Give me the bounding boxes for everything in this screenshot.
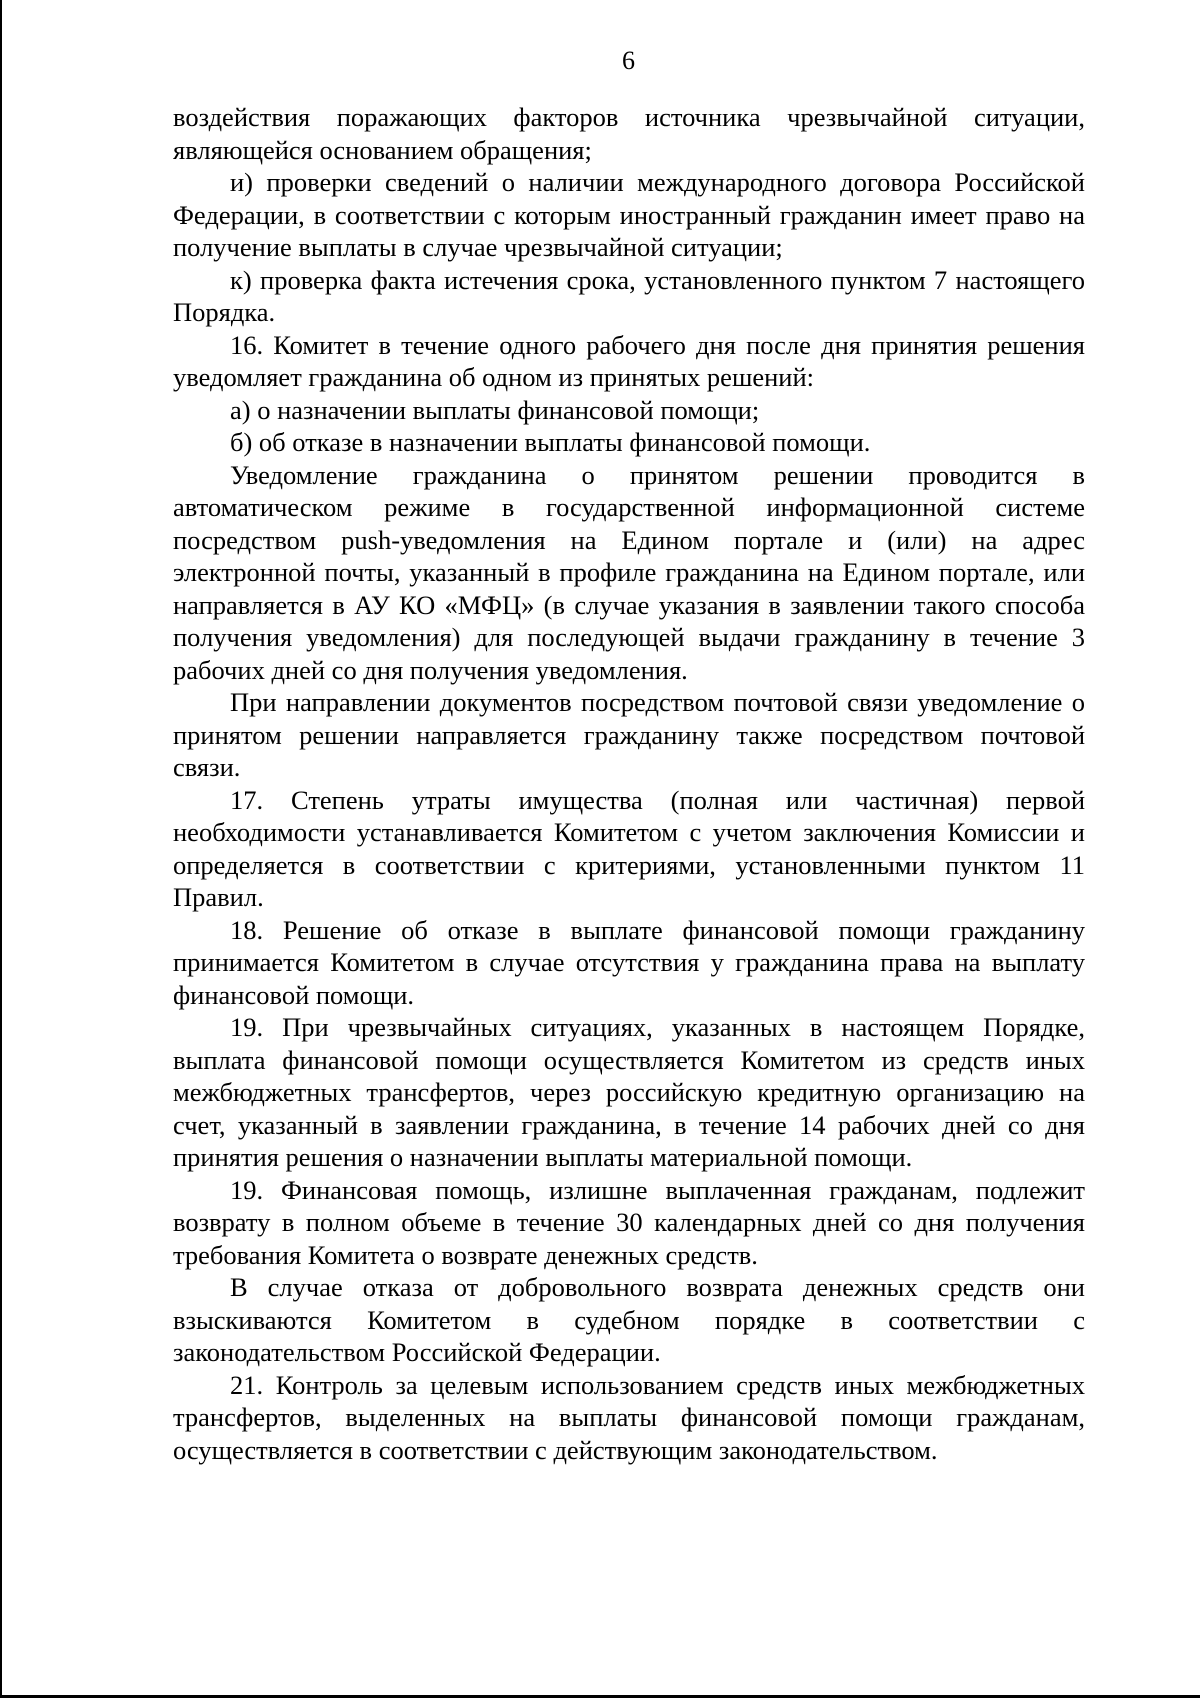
page-number: 6 [622,46,635,75]
paragraph-item-k: к) проверка факта истечения срока, установленного пунктом 7 настоящего Порядка. [173,264,1085,327]
paragraph-clause-21: 21. Контроль за целевым использованием средств иных межбюджетных трансфертов, выделенных на выплаты финансовой помощи гражданам, осуществляется в соответствии с действующим законодательством. [173,1369,1085,1465]
paragraph-postal: При направлении документов посредством почтовой связи уведомление о принятом решении направляется гражданину также посредством почтовой связи. [173,687,1085,782]
paragraph-refusal: В случае отказа от добровольного возврата денежных средств они взыскиваются Комитетом в судебном порядке в соответствии с законодательством Российской Федерации. [173,1272,1085,1367]
paragraph-item-a: а) о назначении выплаты финансовой помощи; [230,394,760,425]
paragraph-continuation: воздействия поражающих факторов источника чрезвычайной ситуации, являющейся основанием обращения; [173,102,1085,165]
paragraph-clause-19-payment: 19. При чрезвычайных ситуациях, указанных в настоящем Порядке, выплата финансовой помощи осуществляется Комитетом из средств иных межбюджетных трансфертов, через российскую кредитную организацию на счет, указанный в заявлении гражданина, в течение 14 рабочих дней со дня принятия решения о назначении выплаты материальной помощи. [173,1012,1085,1172]
paragraph-notification: Уведомление гражданина о принятом решении проводится в автоматическом режиме в государственной информационной системе посредством push-уведомления на Едином портале и (или) на адрес электронной почты, указанный в профиле гражданина на Едином портале, или направляется в АУ КО «МФЦ» (в случае указания в заявлении такого способа получения уведомления) для последующей выдачи гражданину в течение 3 рабочих дней со дня получения уведомления. [173,459,1085,685]
paragraph-clause-17: 17. Степень утраты имущества (полная или частичная) первой необходимости устанавливается Комитетом с учетом заключения Комиссии и определяется в соответствии с критериями, установленными пунктом 11 Правил. [173,784,1085,912]
paragraph-clause-16: 16. Комитет в течение одного рабочего дня после дня принятия решения уведомляет гражданина об одном из принятых решений: [173,329,1085,392]
paragraph-item-b: б) об отказе в назначении выплаты финансовой помощи. [230,427,871,457]
document-body [173,101,1085,1466]
paragraph-clause-19-refund: 19. Финансовая помощь, излишне выплаченная гражданам, подлежит возврату в полном объеме в течение 30 календарных дней со дня получения требования Комитета о возврате денежных средств. [173,1174,1085,1270]
scan-edge-left [0,0,2,1698]
paragraph-clause-18: 18. Решение об отказе в выплате финансовой помощи гражданину принимается Комитетом в случае отсутствия у гражданина права на выплату финансовой помощи. [173,914,1085,1010]
paragraph-item-i: и) проверки сведений о наличии международного договора Российской Федерации, в соответствии с которым иностранный гражданин имеет право на получение выплаты в случае чрезвычайной ситуации; [173,167,1085,262]
